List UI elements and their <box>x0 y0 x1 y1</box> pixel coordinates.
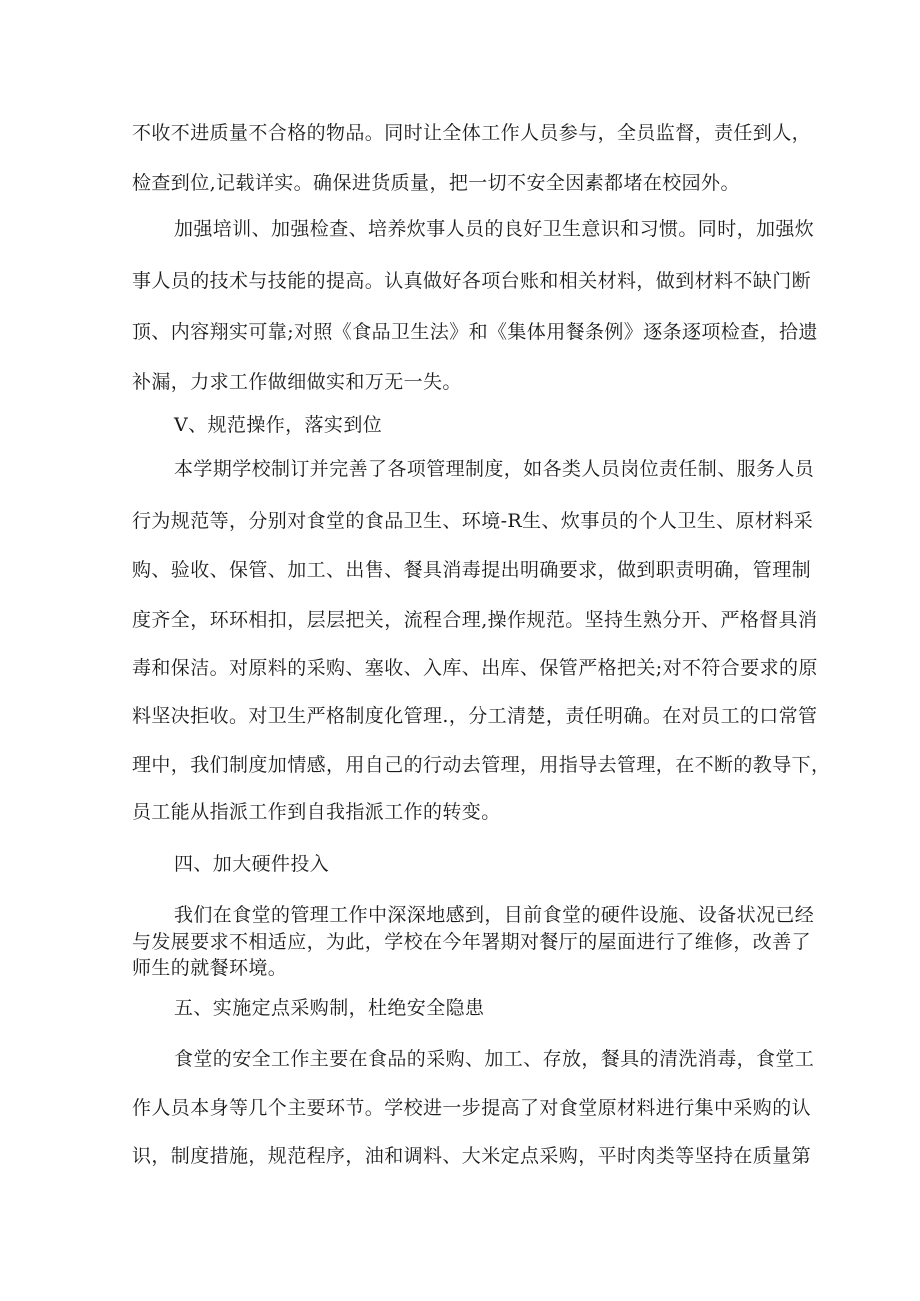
text-line: 加强培训、加强检查、培养炊事人员的良好卫生意识和习惯。同时，加强炊 <box>174 218 815 240</box>
text-line: 理中，我们制度加情感，用自己的行动去管理，用指导去管理，在不断的教导下， <box>132 754 831 776</box>
text-line: 购、验收、保管、加工、出售、餐具消毒提出明确要求，做到职责明确，管理制 <box>132 559 812 581</box>
text-line: 食堂的安全工作主要在食品的采购、加工、存放，餐具的清洗消毒，食堂工 <box>174 1048 815 1070</box>
text-line: 本学期学校制订并完善了各项管理制度，如各类人员岗位责任制、服务人员 <box>174 458 815 480</box>
text-line: 员工能从指派工作到自我指派工作的转变。 <box>132 801 501 823</box>
section-heading: 五、实施定点采购制，杜绝安全隐患 <box>174 997 485 1019</box>
text-line: 不收不进质量不合格的物品。同时让全体工作人员参与，全员监督，责任到人， <box>132 122 812 144</box>
text-line: 料坚决拒收。对卫生严格制度化管理.，分工清楚，责任明确。在对员工的口常管 <box>132 705 818 727</box>
section-heading: 四、加大硬件投入 <box>174 853 330 875</box>
text-line: 与发展要求不相适应，为此，学校在今年署期对餐厅的屋面进行了维修，改善了 <box>132 931 812 953</box>
text-line: 事人员的技术与技能的提高。认真做好各项台账和相关材料，做到材料不缺门断 <box>132 270 812 292</box>
text-line: 行为规范等，分别对食堂的食品卫生、环境-R生、炊事员的个人卫生、原材料采 <box>132 510 814 532</box>
section-heading: V、规范操作，落实到位 <box>174 414 383 436</box>
text-line: 毒和保洁。对原料的采购、塞收、入库、出库、保管严格把关;对不符合要求的原 <box>132 657 818 679</box>
text-line: 度齐全，环环相扣，层层把关，流程合理,操作规范。坚持生熟分开、严格督具消 <box>132 609 818 631</box>
text-line: 我们在食堂的管理工作中深深地感到，目前食堂的硬件设施、设备状况已经 <box>174 904 815 926</box>
text-line: 顶、内容翔实可靠;对照《食品卫生法》和《集体用餐条例》逐条逐项检查，拾遗 <box>132 321 818 343</box>
text-line: 检查到位,记载详实。确保进货质量，把一切不安全因素都堵在校园外。 <box>132 172 740 194</box>
text-line: 作人员本身等几个主要环节。学校进一步提高了对食堂原材料进行集中采购的认 <box>132 1097 812 1119</box>
text-line: 识，制度措施，规范程序，油和调料、大米定点采购，平时肉类等坚持在质量第 <box>132 1145 812 1167</box>
text-line: 补漏，力求工作做细做实和万无一失。 <box>132 371 462 393</box>
text-line: 师生的就餐环境。 <box>132 957 288 979</box>
